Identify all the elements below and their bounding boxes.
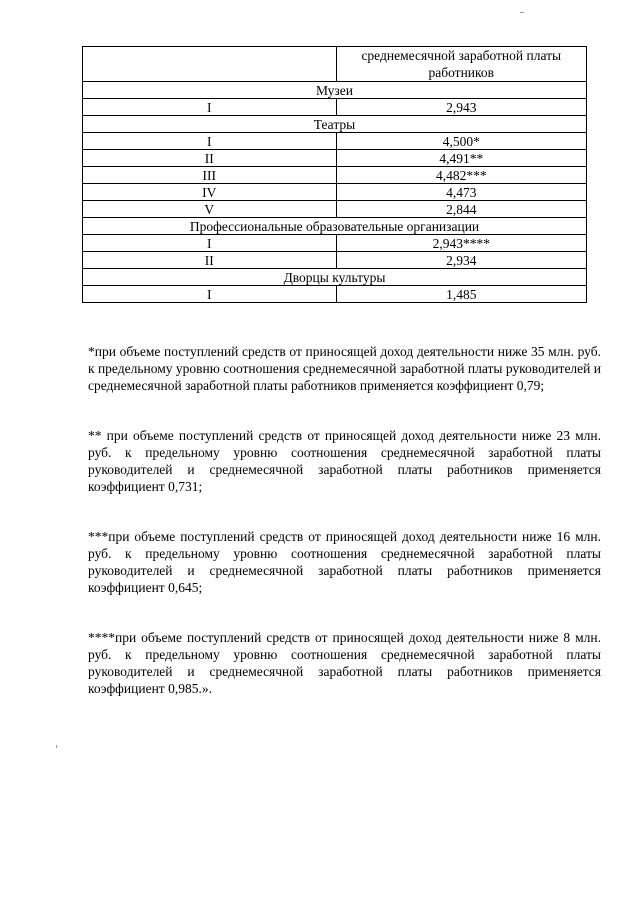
- footnote-1: *при объеме поступлений средств от приносящей доход деятельности ниже 35 млн. руб. к предельному уровню соотношения среднемесячной заработной платы руководителей и среднемесячной заработной платы работников применяется коэффициент 0,79;: [88, 344, 601, 393]
- header-cell-ratio: [336, 47, 586, 82]
- table-row: [83, 252, 587, 269]
- group-cell: I: [83, 235, 337, 252]
- table-row: [83, 167, 587, 184]
- scan-speck: [520, 12, 524, 13]
- header-cell-ratio-text: среднемесячной заработной платы работников: [361, 48, 562, 80]
- group-cell: III: [83, 167, 337, 184]
- value-cell: 2,844: [336, 201, 586, 218]
- value-cell: 4,482***: [336, 167, 586, 184]
- section-title: Дворцы культуры: [83, 269, 587, 286]
- value-cell: 2,934: [336, 252, 586, 269]
- value-cell: 2,943****: [336, 235, 586, 252]
- section-row-museums: [83, 82, 587, 99]
- section-row-theatres: [83, 116, 587, 133]
- header-cell-group: [83, 47, 337, 82]
- table-row: [83, 184, 587, 201]
- section-row-palaces-of-culture: [83, 269, 587, 286]
- group-cell: I: [83, 133, 337, 150]
- group-cell: I: [83, 286, 337, 303]
- section-row-professional-education: [83, 218, 587, 235]
- table-row: [83, 150, 587, 167]
- group-cell: IV: [83, 184, 337, 201]
- table-row: [83, 286, 587, 303]
- table-row: [83, 201, 587, 218]
- footnotes: [88, 343, 601, 730]
- section-title: Профессиональные образовательные организации: [83, 218, 587, 235]
- value-cell: 1,485: [336, 286, 586, 303]
- table-row: [83, 133, 587, 150]
- scan-speck: [56, 745, 57, 748]
- value-cell: 2,943: [336, 99, 586, 116]
- group-cell: II: [83, 150, 337, 167]
- footnote-2: ** при объеме поступлений средств от приносящей доход деятельности ниже 23 млн. руб. к предельному уровню соотношения среднемесячной заработной платы руководителей и среднемесячной заработной платы работников применяется коэффициент 0,731;: [88, 428, 601, 494]
- value-cell: 4,500*: [336, 133, 586, 150]
- section-title: Музеи: [83, 82, 587, 99]
- group-cell: V: [83, 201, 337, 218]
- group-cell: I: [83, 99, 337, 116]
- group-cell: II: [83, 252, 337, 269]
- table-header-row: [83, 47, 587, 82]
- coefficient-table: [82, 46, 587, 303]
- value-cell: 4,473: [336, 184, 586, 201]
- footnote-3: ***при объеме поступлений средств от приносящей доход деятельности ниже 16 млн. руб. к предельному уровню соотношения среднемесячной заработной платы руководителей и среднемесячной заработной платы работников применяется коэффициент 0,645;: [88, 529, 601, 595]
- table-row: [83, 235, 587, 252]
- table-row: [83, 99, 587, 116]
- section-title: Театры: [83, 116, 587, 133]
- footnote-4: ****при объеме поступлений средств от приносящей доход деятельности ниже 8 млн. руб. к предельному уровню соотношения среднемесячной заработной платы руководителей и среднемесячной заработной платы работников применяется коэффициент 0,985.».: [88, 630, 601, 696]
- value-cell: 4,491**: [336, 150, 586, 167]
